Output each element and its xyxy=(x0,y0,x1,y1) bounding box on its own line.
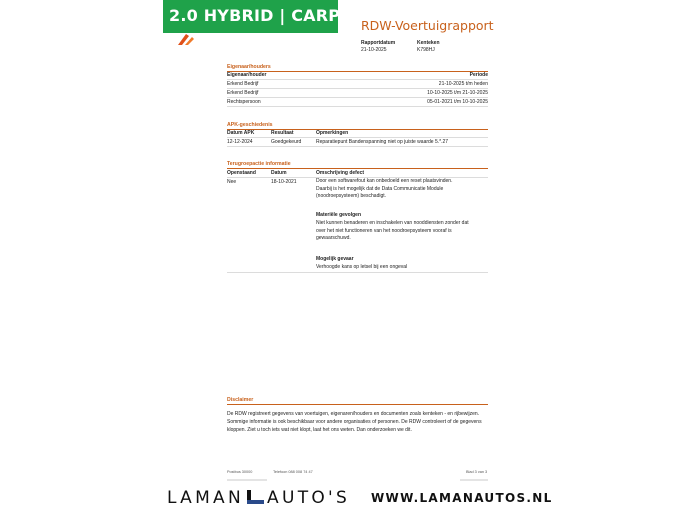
apk-rule xyxy=(227,129,488,130)
owner-row-1-owner: Erkend Bedrijf xyxy=(227,81,259,87)
recall-material-line: gewaarschuwd. xyxy=(316,235,351,242)
report-date-label: Rapportdatum xyxy=(361,40,396,46)
dealer-url[interactable]: WWW.LAMANAUTOS.NL xyxy=(371,491,553,505)
owner-row-2-period: 10-10-2025 t/m 21-10-2025 xyxy=(427,90,488,96)
owners-divider xyxy=(227,79,488,80)
apk-header-result: Resultaat xyxy=(271,130,294,136)
recall-section-title: Terugroepactie informatie xyxy=(227,161,291,167)
apk-divider xyxy=(227,137,488,138)
apk-header-date: Datum APK xyxy=(227,130,255,136)
recall-date-value: 18-10-2021 xyxy=(271,179,297,185)
apk-header-remarks: Opmerkingen xyxy=(316,130,349,136)
disclaimer-rule xyxy=(227,404,488,405)
rdw-logo-icon xyxy=(176,32,200,46)
recall-material xyxy=(316,220,469,243)
owner-row-2-owner: Erkend Bedrijf xyxy=(227,90,259,96)
plate-value: K798HJ xyxy=(417,47,435,53)
recall-material-line: Niet kunnen benaderen en inschakelen van nooddiensten zonder dat xyxy=(316,220,469,226)
recall-desc-line: Daarbij is het mogelijk dat de Data Communicatie Module xyxy=(316,185,444,192)
footer-postbus: Postbus 30000 xyxy=(227,470,253,474)
recall-header-date: Datum xyxy=(271,170,287,176)
report-date-value: 21-10-2025 xyxy=(361,47,387,53)
owners-header-owner: Eigenaar/houder xyxy=(227,72,267,78)
recall-material-title: Materiële gevolgen xyxy=(316,212,362,218)
recall-danger-text: Verhoogde kans op letsel bij een ongeval xyxy=(316,264,408,270)
promo-banner-text: 2.0 HYBRID | CARPLAY xyxy=(169,6,374,25)
plate-label: Kenteken xyxy=(417,40,440,46)
recall-material-line: over het niet functioneren van het noodroepsysteem vooraf is xyxy=(316,227,452,234)
report-title: RDW-Voertuigrapport xyxy=(361,18,494,33)
dealer-logo-mark-icon xyxy=(247,489,264,503)
recall-divider xyxy=(227,272,488,273)
dealer-logo-left: LAMAN xyxy=(167,488,245,508)
footer-cutoff-text xyxy=(460,479,488,481)
recall-header-desc: Omschrijving defect xyxy=(316,170,365,176)
apk-row-result: Goedgekeurd xyxy=(271,139,302,145)
owner-row-3-owner: Rechtspersoon xyxy=(227,99,261,105)
owner-row-1-period: 21-10-2025 t/m heden xyxy=(438,81,488,87)
apk-divider xyxy=(227,146,488,147)
recall-rule xyxy=(227,168,488,169)
recall-desc-line: (noodroepsysteem) beschadigt. xyxy=(316,193,387,200)
footer-page: Blad 3 van 3 xyxy=(466,470,488,474)
footer-cutoff-text xyxy=(227,479,267,481)
apk-section-title: APK-geschiedenis xyxy=(227,122,273,128)
owners-divider xyxy=(227,97,488,98)
footer-telefoon: Telefoon 088 008 74 47 xyxy=(273,470,313,474)
owners-header-period: Periode xyxy=(469,72,488,78)
recall-danger-title: Mogelijk gevaar xyxy=(316,256,354,262)
apk-row-date: 12-12-2024 xyxy=(227,139,253,145)
owners-divider xyxy=(227,106,488,107)
recall-open-value: Nee xyxy=(227,179,237,185)
dealer-logo-right: AUTO'S xyxy=(267,488,351,508)
recall-desc-line: Door een softwarefout kan onbedoeld een reset plaatsvinden. xyxy=(316,178,453,184)
recall-desc xyxy=(316,178,452,201)
disclaimer-title: Disclaimer xyxy=(227,397,254,403)
apk-row-remarks: Reparatiepunt Bandenspanning niet op juiste waarde 5.*.27 xyxy=(316,139,449,145)
recall-header-open: Openstaand xyxy=(227,170,256,176)
dealer-logo xyxy=(167,488,350,508)
disclaimer-text: De RDW registreert gegevens van voertuigen, eigenaren/houders en documenten zoals kenteken - en rijbewijzen. Sommige informatie is ook beschikbaar voor andere organisaties of personen. De RDW controleert of de gegevens kloppen. Ziet u toch iets wat niet klopt, laat het ons weten. Dan onderzoeken we dit. xyxy=(227,411,482,433)
owner-row-3-period: 05-01-2021 t/m 10-10-2025 xyxy=(427,99,488,105)
owners-section-title: Eigenaar/houders xyxy=(227,64,271,70)
owners-divider xyxy=(227,88,488,89)
